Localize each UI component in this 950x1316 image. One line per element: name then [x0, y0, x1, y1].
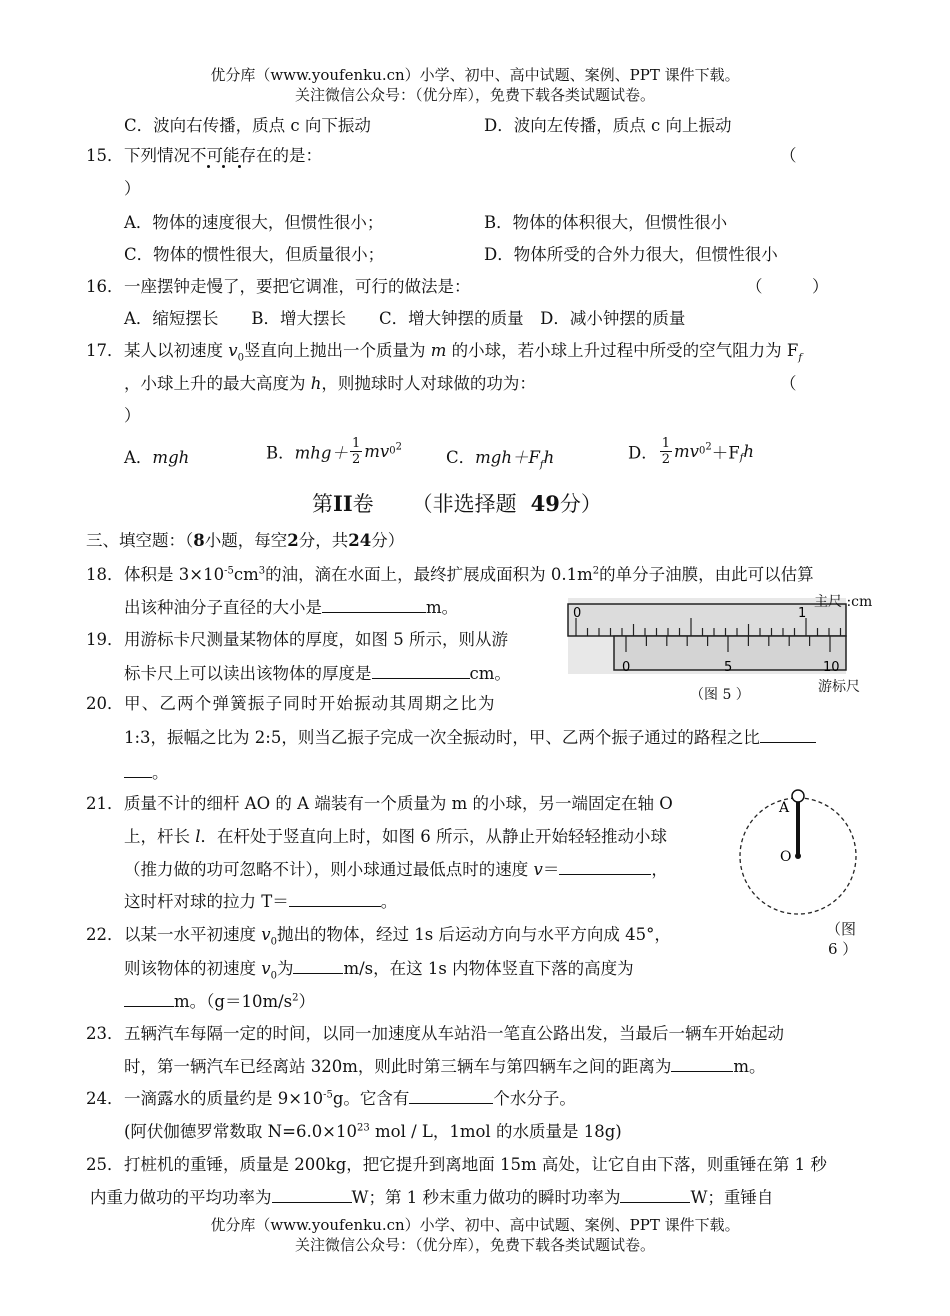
answer-blank-height[interactable]	[124, 1006, 174, 1007]
header-line-1: 优分库（www.youfenku.cn）小学、初中、高中试题、案例、PPT 课件下载。	[210, 66, 740, 84]
label-o: O	[780, 849, 792, 865]
answer-paren-close: ）	[124, 179, 141, 198]
q14-option-d: D．波向左传播，质点 c 向上振动	[484, 116, 732, 135]
question-number: 23．	[86, 1024, 124, 1043]
answer-paren-close: ）	[124, 406, 141, 425]
question-line-2: 内重力做功的平均功率为 W；第 1 秒末重力做功的瞬时功率为 W；重锤自	[90, 1188, 774, 1207]
section-2-title: 第II卷 （非选择题 49分）	[312, 491, 602, 516]
question-number: 17．	[86, 341, 124, 360]
vernier-tick-label-5: 5	[724, 660, 733, 675]
question-number: 25．	[86, 1155, 124, 1174]
question-line-1: 甲、乙两个弹簧振子同时开始振动其周期之比为	[124, 694, 496, 713]
question-line-3: m。$(g=10m/s^2)$	[124, 988, 315, 1012]
ball	[792, 790, 804, 802]
emphasis-dot	[222, 165, 225, 168]
question-line-1: 一滴露水的质量约是 $9\times 10^{-5}g$。它含有 个水分子。	[124, 1089, 576, 1108]
question-stem: 一座摆钟走慢了，要把它调准，可行的做法是：	[124, 277, 471, 296]
question-line-1: 用游标卡尺测量某物体的厚度，如图 5 所示，则从游	[124, 630, 508, 649]
answer-blank[interactable]	[322, 612, 426, 613]
emphasis-dot	[238, 165, 241, 168]
answer-paren-open: （	[780, 374, 797, 393]
question-line-2: 则该物体的初速度 $v_0$为 m/s，在这 1s 内物体竖直下落的高度为	[124, 959, 634, 982]
option-b: B．mhg＋ $\frac{1}{2}$ $mv0^2$	[266, 436, 402, 467]
answer-blank-average-power[interactable]	[272, 1202, 352, 1203]
question-stem: 下列情况不可能存在的是：	[124, 146, 322, 165]
question-line-1: 以某一水平初速度 $v_0$抛出的物体，经过 1s 后运动方向与水平方向成 45°，	[124, 925, 671, 948]
answer-blank-continuation	[124, 777, 152, 778]
pivot-o	[795, 853, 801, 859]
emphasis-dot	[207, 165, 210, 168]
rod-circle-diagram	[730, 784, 866, 920]
question-number: 21．	[86, 794, 124, 813]
question-line-2: 出该种油分子直径的大小是 m。	[124, 598, 459, 617]
question-line-3: （推力做的功可忽略不计），则小球通过最低点时的速度 v＝ ，	[124, 860, 668, 879]
answer-blank-velocity[interactable]	[293, 973, 343, 974]
question-line-3: 。	[124, 759, 169, 783]
question-number: 16．	[86, 277, 124, 296]
option-a: A．物体的速度很大，但惯性很小；	[124, 213, 384, 232]
option-d: D． $\frac{1}{2}$ $mv0^2+F_fh$	[628, 436, 755, 467]
question-line-1: 五辆汽车每隔一定的时间，以同一加速度从车站沿一笔直公路出发，当最后一辆车开始起动	[124, 1024, 784, 1043]
question-stem-line-1: 某人以初速度 $v_0$竖直向上抛出一个质量为 m 的小球，若小球上升过程中所受的空气阻力为 $F_f$	[124, 341, 803, 364]
answer-blank[interactable]	[372, 678, 470, 679]
answer-paren: （ ）	[746, 277, 829, 296]
question-line-1: 质量不计的细杆 AO 的 A 端装有一个质量为 m 的小球，另一端固定在轴 O	[124, 794, 673, 813]
question-number: 22．	[86, 925, 124, 944]
vernier-caliper-diagram	[566, 596, 850, 676]
question-number: 19．	[86, 630, 124, 649]
option-b: B．物体的体积很大，但惯性很小	[484, 213, 728, 232]
question-stem-line-2: ，小球上升的最大高度为 h，则抛球时人对球做的功为：	[124, 374, 536, 393]
question-number: 20．	[86, 694, 124, 713]
question-line-2: 1:3，振幅之比为 2:5，则当乙振子完成一次全振动时，甲、乙两个振子通过的路程之比	[124, 724, 816, 748]
answer-blank[interactable]	[760, 742, 816, 743]
q14-option-c: C．波向右传播，质点 c 向下振动	[124, 116, 371, 135]
main-scale-tick-label-0: 0	[573, 606, 582, 621]
vernier-tick-label-10: 10	[823, 660, 840, 675]
question-line-2: 标卡尺上可以读出该物体的厚度是 cm。	[124, 664, 511, 683]
main-scale-label: 主尺 :cm	[814, 594, 873, 610]
question-line-4: 这时杆对球的拉力 T＝ 。	[124, 892, 398, 911]
question-line-1: 体积是 $3\times 10^{-5}cm^3$的油，滴在水面上，最终扩展成面积为 $0.1m^2$的单分子油膜，由此可以估算	[124, 565, 814, 584]
figure-5-caption: （图 5 ）	[690, 687, 750, 703]
question-number: 24．	[86, 1089, 124, 1108]
vernier-scale-label: 游标尺	[818, 679, 860, 695]
fraction-half: $\frac{1}{2}$	[661, 436, 671, 467]
fraction-half: $\frac{1}{2}$	[351, 436, 361, 467]
question-line-2: 上，杆长 l．在杆处于竖直向上时，如图 6 所示，从静止开始轻轻推动小球	[124, 827, 668, 846]
vernier-tick-label-0: 0	[622, 660, 631, 675]
option-c: C．物体的惯性很大，但质量很小；	[124, 245, 385, 264]
main-scale-tick-label-1: 1	[798, 606, 807, 621]
question-line-2: (阿伏伽德罗常数取 $N=6.0\times 10^{23}$ mol / L，1mol 的水质量是 18g)	[124, 1122, 622, 1141]
answer-blank-velocity[interactable]	[559, 874, 651, 875]
question-line-2: 时，第一辆汽车已经离站 320m，则此时第三辆车与第四辆车之间的距离为 m。	[124, 1057, 766, 1076]
answer-blank[interactable]	[409, 1103, 493, 1104]
header-line-2: 关注微信公众号：（优分库），免费下载各类试题试卷。	[294, 86, 655, 104]
footer-line-2: 关注微信公众号：（优分库），免费下载各类试题试卷。	[294, 1236, 655, 1254]
answer-paren-open: （	[780, 146, 797, 165]
question-number: 18．	[86, 565, 124, 584]
figure-6-caption-2: 6 ）	[828, 940, 858, 958]
footer-line-1: 优分库（www.youfenku.cn）小学、初中、高中试题、案例、PPT 课件下载。	[210, 1216, 740, 1234]
option-a: A．mgh	[124, 448, 190, 467]
answer-blank[interactable]	[671, 1071, 733, 1072]
answer-blank-instant-power[interactable]	[620, 1202, 690, 1203]
option-d: D．物体所受的合外力很大，但惯性很小	[484, 245, 778, 264]
option-c: C．$mgh+F_fh$	[446, 448, 555, 471]
options: A．缩短摆长 B．增大摆长 C．增大钟摆的质量 D．减小钟摆的质量	[124, 309, 686, 328]
question-number: 15．	[86, 146, 124, 165]
figure-6-caption-1: （图	[826, 920, 857, 938]
section-3-heading: 三、填空题：（8小题，每空2分，共24分）	[86, 531, 405, 550]
answer-blank-tension[interactable]	[289, 906, 381, 907]
question-line-1: 打桩机的重锤，质量是 200kg，把它提升到离地面 15m 高处，让它自由下落，则重锤在第 1 秒	[124, 1155, 827, 1174]
label-a: A	[779, 800, 790, 816]
